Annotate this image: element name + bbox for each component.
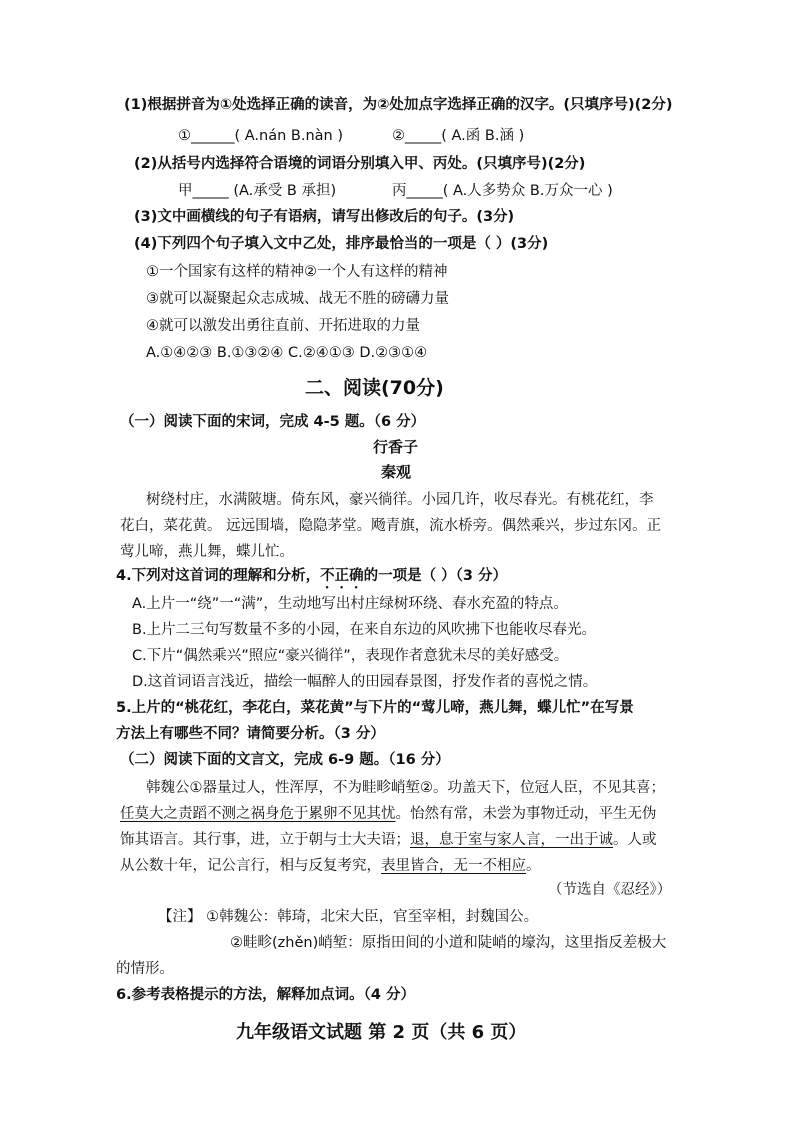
prose-line-4-tail: 。: [526, 858, 541, 874]
part1-intro: （一）阅读下面的宋词，完成 4-5 题。（6 分）: [120, 414, 426, 430]
underlined-sentence-2: 退，息于室与家人言，一出于诚: [410, 832, 613, 848]
note-2-continued: 的情形。: [116, 961, 174, 977]
q1-item-4-sentence-2: ③就可以凝聚起众志成城、战无不胜的磅礴力量: [146, 291, 449, 307]
q4-option-b: B.上片二三句写数量不多的小园，在来自东边的风吹拂下也能收尽春光。: [132, 622, 597, 638]
q1-item-1: (1)根据拼音为①处选择正确的读音，为②处加点字选择正确的汉字。(只填序号)(2分): [124, 97, 673, 113]
q4-emphasis: 不正确: [320, 568, 364, 584]
q4-stem-start: 4.下列对这首词的理解和分析，: [116, 568, 321, 584]
q4-stem: [116, 566, 507, 592]
page-footer: 九年级语文试题 第 2 页（共 6 页）: [236, 1022, 527, 1043]
underlined-sentence-3: 表里皆合，无一不相应: [381, 858, 526, 874]
q1-item-2: (2)从括号内选择符合语境的词语分别填入甲、丙处。(只填序号)(2分): [134, 156, 586, 172]
poem-author: 秦观: [381, 463, 412, 481]
prose-line-3-tail: 。人或: [613, 832, 657, 848]
part2-intro: （二）阅读下面的文言文，完成 6-9 题。（16 分）: [120, 752, 450, 768]
q4-stem-end: 的一项是（ ）（3 分）: [363, 568, 508, 584]
q1-item-3: (3)文中画横线的句子有语病，请写出修改后的句子。(3分): [134, 209, 515, 225]
q1-item-4: (4)下列四个句子填入文中乙处，排序最恰当的一项是（ ）(3分): [134, 236, 549, 252]
q1-item-2-option-a: 甲_____ (A.承受 B 承担): [178, 183, 337, 199]
q4-option-d: D.这首词语言浅近，描绘一幅醉人的田园春景图，抒发作者的喜悦之情。: [132, 674, 598, 690]
q1-item-2-option-b: 丙_____( A.人多势众 B.万众一心 ): [392, 183, 613, 199]
q1-item-1-option-a: ①______( A.nán B.nàn ): [178, 128, 344, 144]
prose-line-2-tail: 。怡然有常，未尝为事物迁动，平生无伪: [395, 806, 657, 822]
note-1: 【注】 ①韩魏公：韩琦，北宋大臣，官至宰相，封魏国公。: [158, 909, 539, 925]
prose-line-1: 韩魏公①器量过人，性浑厚，不为畦畛峭堑②。功盖天下，位冠人臣，不见其喜；: [146, 780, 665, 796]
prose-line-2: [120, 804, 657, 824]
section-title: 二、阅读(70分): [305, 377, 444, 399]
q6-stem: 6.参考表格提示的方法，解释加点词。（4 分）: [116, 987, 415, 1003]
source-citation: （节选自《忍经》）: [548, 882, 672, 898]
poem-line-2: 花白，菜花黄。 远远围墙，隐隐茅堂。飏青旗，流水桥旁。偶然乘兴，步过东冈。正: [120, 518, 662, 534]
poem-title: 行香子: [373, 438, 419, 456]
q1-item-4-sentence-1: ①一个国家有这样的精神②一个人有这样的精神: [146, 264, 448, 280]
q4-option-c: C.下片“偶然乘兴”照应“豪兴徜徉”，表现作者意犹未尽的美好感受。: [132, 648, 569, 664]
poem-line-3: 莺儿啼，燕儿舞，蝶儿忙。: [120, 544, 294, 560]
q4-option-a: A.上片一“绕”一“满”，生动地写出村庄绿树环绕、春水充盈的特点。: [132, 596, 568, 612]
note-2: ②畦畛(zhěn)峭堑：原指田间的小道和陡峭的壕沟，这里指反差极大: [230, 935, 667, 951]
poem-line-1: 树绕村庄，水满陂塘。倚东风，豪兴徜徉。小园几许，收尽春光。有桃花红，李: [146, 492, 654, 508]
q5-line-1: 5.上片的“桃花红，李花白，菜花黄”与下片的“莺儿啼，燕儿舞，蝶儿忙”在写景: [116, 700, 634, 716]
q1-item-4-sentence-3: ④就可以激发出勇往直前、开拓进取的力量: [146, 318, 420, 334]
prose-line-3-head: 饰其语言。其行事，进，立于朝与士大夫语；: [120, 832, 410, 848]
prose-line-3: [120, 830, 657, 850]
prose-line-4: [120, 856, 541, 876]
q1-item-4-choices: A.①④②③ B.①③②④ C.②④①③ D.②③①④: [146, 345, 428, 361]
q1-item-1-option-b: ②_____( A.函 B.涵 ): [392, 128, 525, 144]
prose-line-4-head: 从公数十年，记公言行，相与反复考究，: [120, 858, 381, 874]
underlined-sentence-1: 任莫大之责蹈不测之祸身危于累卵不见其忧: [120, 806, 396, 822]
q5-line-2: 方法上有哪些不同？请简要分析。（3 分）: [116, 726, 385, 742]
